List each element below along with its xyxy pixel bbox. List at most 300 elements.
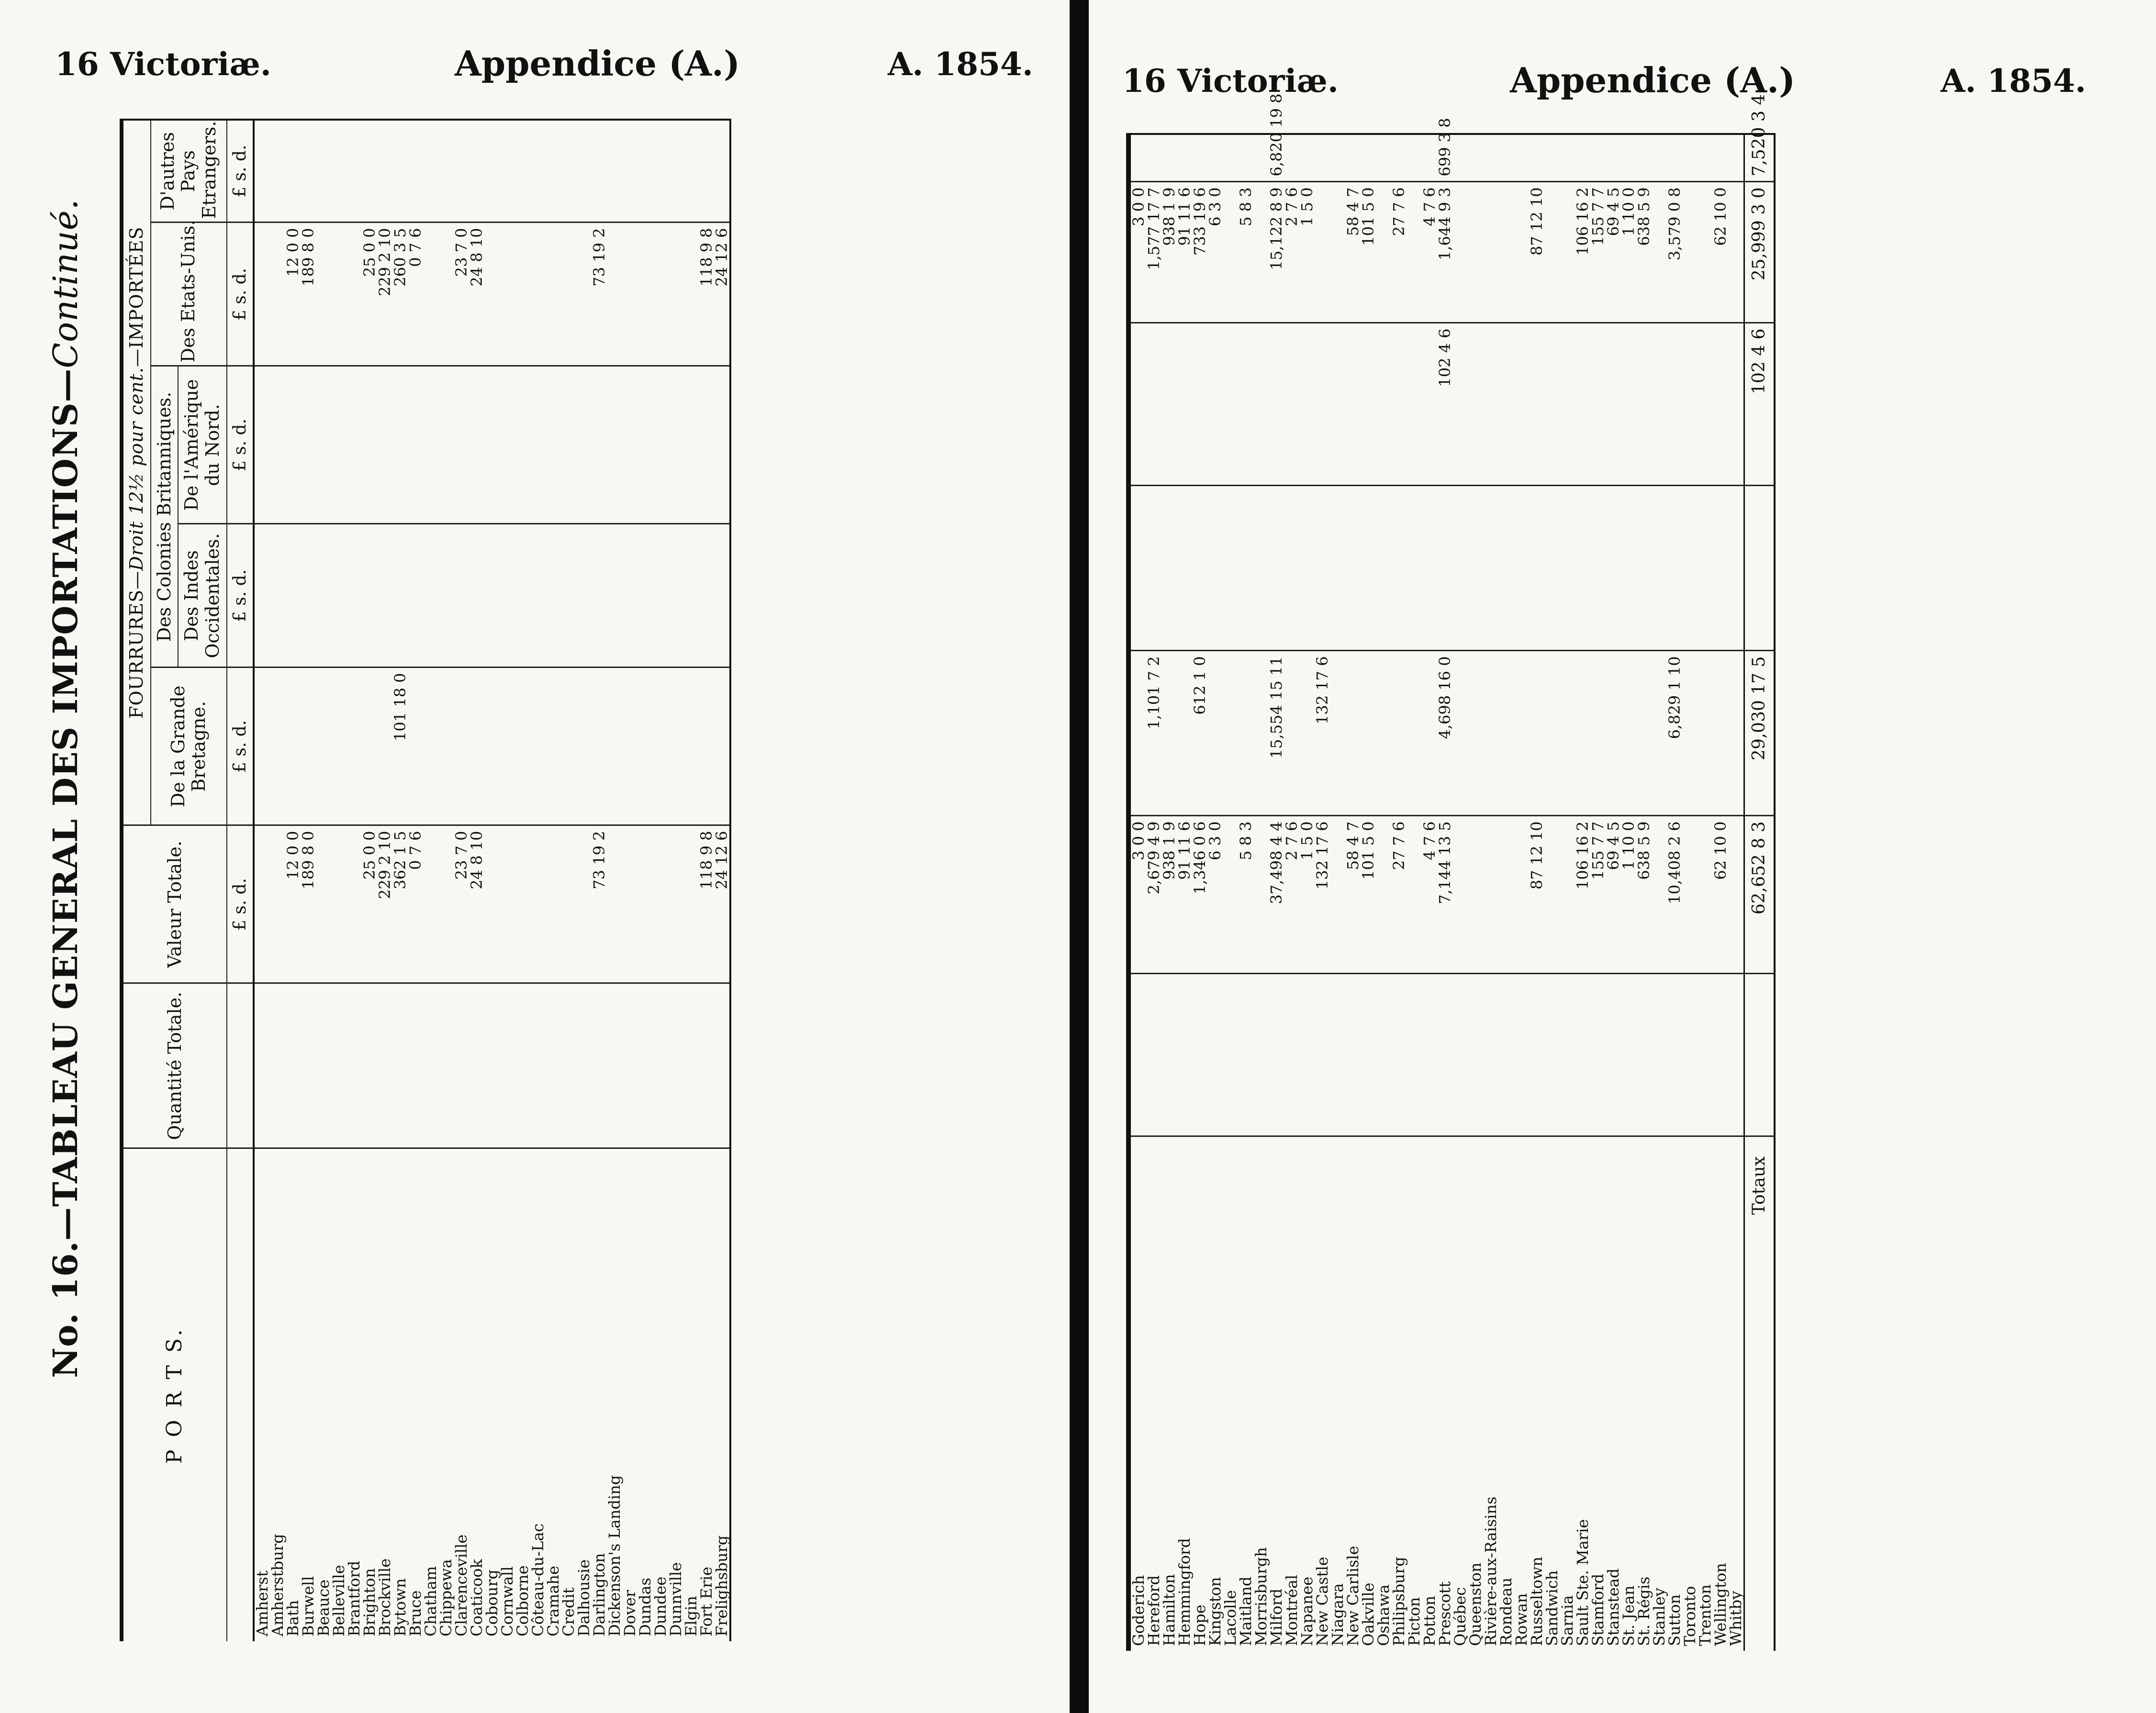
- cell-indes: [1621, 486, 1636, 651]
- cell-valeur: 91 11 6: [1177, 816, 1192, 974]
- cell-etats: [1468, 182, 1483, 323]
- cell-valeur: 12 0 0: [285, 825, 301, 983]
- cell-valeur: [1330, 816, 1345, 974]
- cell-indes: [1162, 486, 1177, 651]
- cell-amerique: [1284, 323, 1299, 486]
- cell-amerique: [254, 366, 270, 524]
- cell-valeur: 1 5 0: [1299, 816, 1315, 974]
- cell-indes: [1498, 486, 1514, 651]
- cell-gb: 612 1 0: [1192, 651, 1207, 816]
- total-autres: 7,520 3 4: [1744, 134, 1775, 182]
- cell-autres: [1253, 134, 1269, 182]
- fourrures-suffix: —IMPORTÉES: [126, 226, 147, 367]
- cell-port: Cornwall: [498, 1566, 517, 1636]
- cell-quantite: [699, 983, 714, 1148]
- cell-valeur: [484, 825, 500, 983]
- table-row: [1376, 134, 1391, 1651]
- col-quantite: Quantité Totale.: [122, 983, 227, 1148]
- cell-indes: [254, 524, 270, 667]
- cell-autres: [1284, 134, 1299, 182]
- cell-port: Brockville: [376, 1558, 394, 1636]
- cell-port: New Carlisle: [1344, 1546, 1362, 1646]
- table-row: [1391, 134, 1407, 1651]
- col-amerique: De l'Amérique du Nord.: [178, 366, 226, 524]
- cell-etats: 58 4 7: [1345, 182, 1361, 323]
- cell-quantite: [1590, 974, 1606, 1136]
- cell-quantite: [484, 983, 500, 1148]
- cell-gb: [1575, 651, 1590, 816]
- table-row: [423, 120, 438, 1641]
- table-row: [530, 120, 546, 1641]
- cell-quantite: [1529, 974, 1544, 1136]
- cell-amerique: [1146, 323, 1162, 486]
- cell-quantite: [530, 983, 546, 1148]
- cell-autres: [285, 120, 301, 222]
- cell-indes: [683, 524, 699, 667]
- cell-quantite: [1422, 974, 1437, 1136]
- cell-etats: [1483, 182, 1498, 323]
- cell-valeur: 229 2 10: [377, 825, 392, 983]
- cell-indes: [1529, 486, 1544, 651]
- cell-gb: [622, 667, 637, 825]
- cell-indes: [1544, 486, 1560, 651]
- cell-valeur: [254, 825, 270, 983]
- cell-amerique: [637, 366, 653, 524]
- cell-gb: [1621, 651, 1636, 816]
- cell-autres: [1682, 134, 1698, 182]
- cell-gb: [1376, 651, 1391, 816]
- cell-gb: 6,829 1 10: [1667, 651, 1682, 816]
- cell-amerique: [1606, 323, 1621, 486]
- cell-port: Frelighsburg: [713, 1535, 731, 1636]
- cell-valeur: 87 12 10: [1529, 816, 1544, 974]
- cell-autres: [1391, 134, 1407, 182]
- cell-indes: [1315, 486, 1330, 651]
- cell-quantite: [438, 983, 454, 1148]
- cell-port: Dover: [621, 1590, 639, 1636]
- cell-autres: [484, 120, 500, 222]
- cell-valeur: [1698, 816, 1713, 974]
- cell-valeur: [607, 825, 622, 983]
- cell-port: Dundas: [636, 1578, 655, 1636]
- unit-amerique: £ s. d.: [227, 366, 254, 524]
- cell-gb: [1636, 651, 1652, 816]
- table-row: [1422, 134, 1437, 1651]
- table-row: [1468, 134, 1483, 1651]
- left-page: [0, 0, 1070, 1713]
- cell-gb: [1544, 651, 1560, 816]
- cell-valeur: 638 5 9: [1636, 816, 1652, 974]
- cell-quantite: [469, 983, 484, 1148]
- cell-etats: 1 10 0: [1621, 182, 1636, 323]
- table-row: [1330, 134, 1345, 1651]
- col-valeur: Valeur Totale.: [122, 825, 227, 983]
- table-row: [1284, 134, 1299, 1651]
- cell-amerique: [1652, 323, 1667, 486]
- cell-etats: [1698, 182, 1713, 323]
- cell-amerique: [1498, 323, 1514, 486]
- cell-amerique: [1407, 323, 1422, 486]
- cell-port: Russeltown: [1528, 1557, 1546, 1646]
- cell-amerique: [1162, 323, 1177, 486]
- cell-valeur: 1,346 0 6: [1192, 816, 1207, 974]
- unit-indes: £ s. d.: [227, 524, 254, 667]
- cell-autres: 699 3 8: [1437, 134, 1452, 182]
- cell-amerique: [1514, 323, 1529, 486]
- cell-autres: [1376, 134, 1391, 182]
- total-valeur: 62,652 8 3: [1744, 816, 1775, 974]
- cell-quantite: [1269, 974, 1284, 1136]
- cell-port: Bytown: [391, 1578, 410, 1636]
- cell-quantite: [637, 983, 653, 1148]
- cell-port: Morrisburgh: [1252, 1547, 1270, 1646]
- cell-quantite: [1128, 974, 1146, 1136]
- table-row: [1529, 134, 1544, 1651]
- cell-etats: 1 5 0: [1299, 182, 1315, 323]
- col-etats-unis: Des Etats-Unis.: [151, 222, 227, 366]
- cell-autres: [1192, 134, 1207, 182]
- cell-etats: 25 0 0: [362, 222, 377, 366]
- cell-valeur: 5 8 3: [1238, 816, 1253, 974]
- cell-port: New Castle: [1313, 1557, 1331, 1646]
- cell-indes: [668, 524, 683, 667]
- cell-valeur: [1498, 816, 1514, 974]
- right-table-rotated: [1126, 93, 1776, 1651]
- cell-indes: [1713, 486, 1728, 651]
- cell-port: Milford: [1267, 1588, 1285, 1646]
- cell-amerique: [1361, 323, 1376, 486]
- cell-autres: [1128, 134, 1146, 182]
- cell-valeur: 3 0 0: [1128, 816, 1146, 974]
- cell-amerique: [714, 366, 730, 524]
- cell-gb: [530, 667, 546, 825]
- cell-port: Elgin: [682, 1596, 701, 1636]
- cell-quantite: [423, 983, 438, 1148]
- cell-valeur: [1253, 816, 1269, 974]
- table-row: [301, 120, 316, 1641]
- cell-gb: [576, 667, 592, 825]
- cell-etats: [1315, 182, 1330, 323]
- table-row: [500, 120, 515, 1641]
- cell-autres: [1698, 134, 1713, 182]
- unit-blank: [227, 1148, 254, 1641]
- cell-port: Hamilton: [1160, 1574, 1178, 1646]
- cell-etats: [1544, 182, 1560, 323]
- cell-etats: 62 10 0: [1713, 182, 1728, 323]
- cell-gb: [1128, 651, 1146, 816]
- cell-indes: [1192, 486, 1207, 651]
- cell-gb: [1728, 651, 1744, 816]
- cell-amerique: [1253, 323, 1269, 486]
- table-row: [392, 120, 408, 1641]
- header-right: A. 1854.: [1941, 62, 2086, 100]
- cell-indes: [1468, 486, 1483, 651]
- cell-autres: [1238, 134, 1253, 182]
- cell-quantite: [1376, 974, 1391, 1136]
- table-row: [1407, 134, 1422, 1651]
- cell-gb: [683, 667, 699, 825]
- cell-etats: [1498, 182, 1514, 323]
- cell-autres: [1146, 134, 1162, 182]
- cell-indes: [1269, 486, 1284, 651]
- cell-quantite: [714, 983, 730, 1148]
- cell-valeur: 73 19 2: [592, 825, 607, 983]
- cell-quantite: [515, 983, 530, 1148]
- cell-gb: [1652, 651, 1667, 816]
- cell-autres: [637, 120, 653, 222]
- cell-amerique: [1269, 323, 1284, 486]
- cell-indes: [1682, 486, 1698, 651]
- cell-valeur: 118 9 8: [699, 825, 714, 983]
- cell-quantite: [362, 983, 377, 1148]
- table-row: [454, 120, 469, 1641]
- cell-etats: 73 19 2: [592, 222, 607, 366]
- cell-amerique: 102 4 6: [1437, 323, 1452, 486]
- table-row: [561, 120, 576, 1641]
- cell-quantite: [1698, 974, 1713, 1136]
- cell-autres: [1575, 134, 1590, 182]
- cell-valeur: [1407, 816, 1422, 974]
- cell-port: Wellington: [1711, 1563, 1730, 1646]
- cell-autres: [1177, 134, 1192, 182]
- cell-indes: [530, 524, 546, 667]
- table-row: [1177, 134, 1192, 1651]
- cell-gb: [1698, 651, 1713, 816]
- cell-etats: [1652, 182, 1667, 323]
- cell-indes: [454, 524, 469, 667]
- cell-etats: 118 9 8: [699, 222, 714, 366]
- total-quantite: [1744, 974, 1775, 1136]
- cell-valeur: 62 10 0: [1713, 816, 1728, 974]
- cell-autres: [1361, 134, 1376, 182]
- cell-port: Toronto: [1681, 1586, 1699, 1646]
- cell-autres: [1652, 134, 1667, 182]
- cell-indes: [1483, 486, 1498, 651]
- cell-port: Beauce: [314, 1580, 333, 1636]
- cell-autres: [408, 120, 423, 222]
- cell-etats: [1514, 182, 1529, 323]
- cell-autres: [1606, 134, 1621, 182]
- cell-gb: [592, 667, 607, 825]
- cell-port: Stamford: [1589, 1573, 1607, 1646]
- cell-valeur: 24 8 10: [469, 825, 484, 983]
- cell-amerique: [1238, 323, 1253, 486]
- cell-etats: [346, 222, 362, 366]
- table-row: [637, 120, 653, 1641]
- cell-port: Rondeau: [1497, 1577, 1515, 1646]
- cell-gb: [1682, 651, 1698, 816]
- cell-indes: [699, 524, 714, 667]
- cell-gb: [1223, 651, 1238, 816]
- cell-autres: [714, 120, 730, 222]
- cell-port: Colborne: [514, 1565, 532, 1636]
- table-row: [469, 120, 484, 1641]
- cell-indes: [469, 524, 484, 667]
- cell-valeur: [270, 825, 285, 983]
- cell-etats: 87 12 10: [1529, 182, 1544, 323]
- cell-port: Kingston: [1206, 1577, 1224, 1646]
- cell-quantite: [607, 983, 622, 1148]
- cell-etats: 12 0 0: [285, 222, 301, 366]
- cell-quantite: [454, 983, 469, 1148]
- cell-quantite: [1452, 974, 1468, 1136]
- cell-port: Whitby: [1727, 1591, 1745, 1646]
- cell-port: Burwell: [299, 1576, 318, 1636]
- cell-autres: [1483, 134, 1498, 182]
- cell-port: Coaticook: [468, 1559, 486, 1636]
- cell-port: Trenton: [1696, 1584, 1714, 1646]
- table-row: [1452, 134, 1468, 1651]
- cell-etats: [530, 222, 546, 366]
- cell-autres: [270, 120, 285, 222]
- cell-quantite: [622, 983, 637, 1148]
- cell-indes: [576, 524, 592, 667]
- cell-gb: [515, 667, 530, 825]
- cell-etats: [1330, 182, 1345, 323]
- cell-gb: [270, 667, 285, 825]
- cell-etats: 15,122 8 9: [1269, 182, 1284, 323]
- cell-indes: [1207, 486, 1223, 651]
- cell-autres: [699, 120, 714, 222]
- imports-table-left: [120, 119, 731, 1641]
- cell-port: Sarnia: [1558, 1595, 1576, 1646]
- cell-quantite: [1682, 974, 1698, 1136]
- cell-amerique: [1682, 323, 1698, 486]
- cell-gb: [1361, 651, 1376, 816]
- cell-port: Oakville: [1359, 1582, 1377, 1646]
- table-row: [1437, 134, 1452, 1651]
- cell-port: St. Jean: [1620, 1585, 1638, 1646]
- cell-gb: [1452, 651, 1468, 816]
- cell-valeur: [546, 825, 561, 983]
- cell-autres: [668, 120, 683, 222]
- cell-quantite: [653, 983, 668, 1148]
- cell-indes: [622, 524, 637, 667]
- cell-etats: [438, 222, 454, 366]
- cell-port: Chatham: [422, 1566, 440, 1636]
- table-row: [1575, 134, 1590, 1651]
- cell-valeur: [637, 825, 653, 983]
- cell-valeur: [500, 825, 515, 983]
- cell-quantite: [1391, 974, 1407, 1136]
- table-row: [254, 120, 270, 1641]
- cell-gb: [1514, 651, 1529, 816]
- table-body-right: [1128, 93, 1775, 1651]
- cell-autres: [1560, 134, 1575, 182]
- cell-port: Lacolle: [1221, 1590, 1240, 1646]
- cell-indes: [1361, 486, 1376, 651]
- cell-gb: [1299, 651, 1315, 816]
- cell-valeur: [576, 825, 592, 983]
- cell-indes: [1422, 486, 1437, 651]
- cell-autres: [1590, 134, 1606, 182]
- cell-indes: [1407, 486, 1422, 651]
- cell-gb: [285, 667, 301, 825]
- cell-etats: 3 0 0: [1128, 182, 1146, 323]
- table-row: [377, 120, 392, 1641]
- table-row: [1315, 134, 1330, 1651]
- cell-indes: [438, 524, 454, 667]
- cell-quantite: [408, 983, 423, 1148]
- cell-port: Napanee: [1298, 1576, 1316, 1646]
- cell-quantite: [1315, 974, 1330, 1136]
- cell-gb: [1253, 651, 1269, 816]
- cell-quantite: [1468, 974, 1483, 1136]
- table-row: [1345, 134, 1361, 1651]
- cell-valeur: [622, 825, 637, 983]
- cell-etats: [515, 222, 530, 366]
- table-row: [1361, 134, 1376, 1651]
- cell-indes: [714, 524, 730, 667]
- cell-amerique: [1128, 323, 1146, 486]
- cell-gb: [546, 667, 561, 825]
- cell-valeur: [653, 825, 668, 983]
- cell-port: Rivière-aux-Raisins: [1482, 1496, 1500, 1646]
- col-colonies: Des Colonies Britanniques.: [151, 366, 179, 667]
- cell-etats: [607, 222, 622, 366]
- cell-gb: [1330, 651, 1345, 816]
- cell-autres: [530, 120, 546, 222]
- cell-valeur: 0 7 6: [408, 825, 423, 983]
- total-indes: [1744, 486, 1775, 651]
- cell-valeur: [1514, 816, 1529, 974]
- cell-indes: [1698, 486, 1713, 651]
- cell-autres: [1207, 134, 1223, 182]
- header-center: Appendice (A.): [1510, 60, 1796, 100]
- cell-port: Brantford: [345, 1560, 364, 1636]
- cell-etats: [331, 222, 346, 366]
- table-row: [1269, 134, 1284, 1651]
- cell-port: Picton: [1405, 1597, 1423, 1646]
- cell-port: Québec: [1451, 1587, 1469, 1646]
- cell-autres: [592, 120, 607, 222]
- cell-quantite: [1713, 974, 1728, 1136]
- cell-quantite: [1514, 974, 1529, 1136]
- cell-quantite: [546, 983, 561, 1148]
- cell-valeur: [1468, 816, 1483, 974]
- cell-etats: [637, 222, 653, 366]
- cell-gb: [1407, 651, 1422, 816]
- cell-indes: [1606, 486, 1621, 651]
- cell-quantite: [1498, 974, 1514, 1136]
- cell-gb: [637, 667, 653, 825]
- cell-gb: 1,101 7 2: [1146, 651, 1162, 816]
- table-row: [515, 120, 530, 1641]
- cell-port: Oshawa: [1374, 1584, 1393, 1646]
- table-row: [316, 120, 331, 1641]
- table-row: [484, 120, 500, 1641]
- cell-indes: [1514, 486, 1529, 651]
- cell-autres: [423, 120, 438, 222]
- cell-indes: [546, 524, 561, 667]
- cell-valeur: [1728, 816, 1744, 974]
- cell-amerique: [1223, 323, 1238, 486]
- table-row: [1253, 134, 1269, 1651]
- cell-indes: [316, 524, 331, 667]
- cell-amerique: [1177, 323, 1192, 486]
- cell-indes: [285, 524, 301, 667]
- cell-quantite: [301, 983, 316, 1148]
- cell-gb: [1713, 651, 1728, 816]
- cell-quantite: [1238, 974, 1253, 1136]
- cell-quantite: [1177, 974, 1192, 1136]
- cell-autres: [1407, 134, 1422, 182]
- cell-gb: [1345, 651, 1361, 816]
- cell-amerique: [1207, 323, 1223, 486]
- total-amerique: 102 4 6: [1744, 323, 1775, 486]
- cell-port: Credit: [559, 1587, 578, 1636]
- table-row: [1299, 134, 1315, 1651]
